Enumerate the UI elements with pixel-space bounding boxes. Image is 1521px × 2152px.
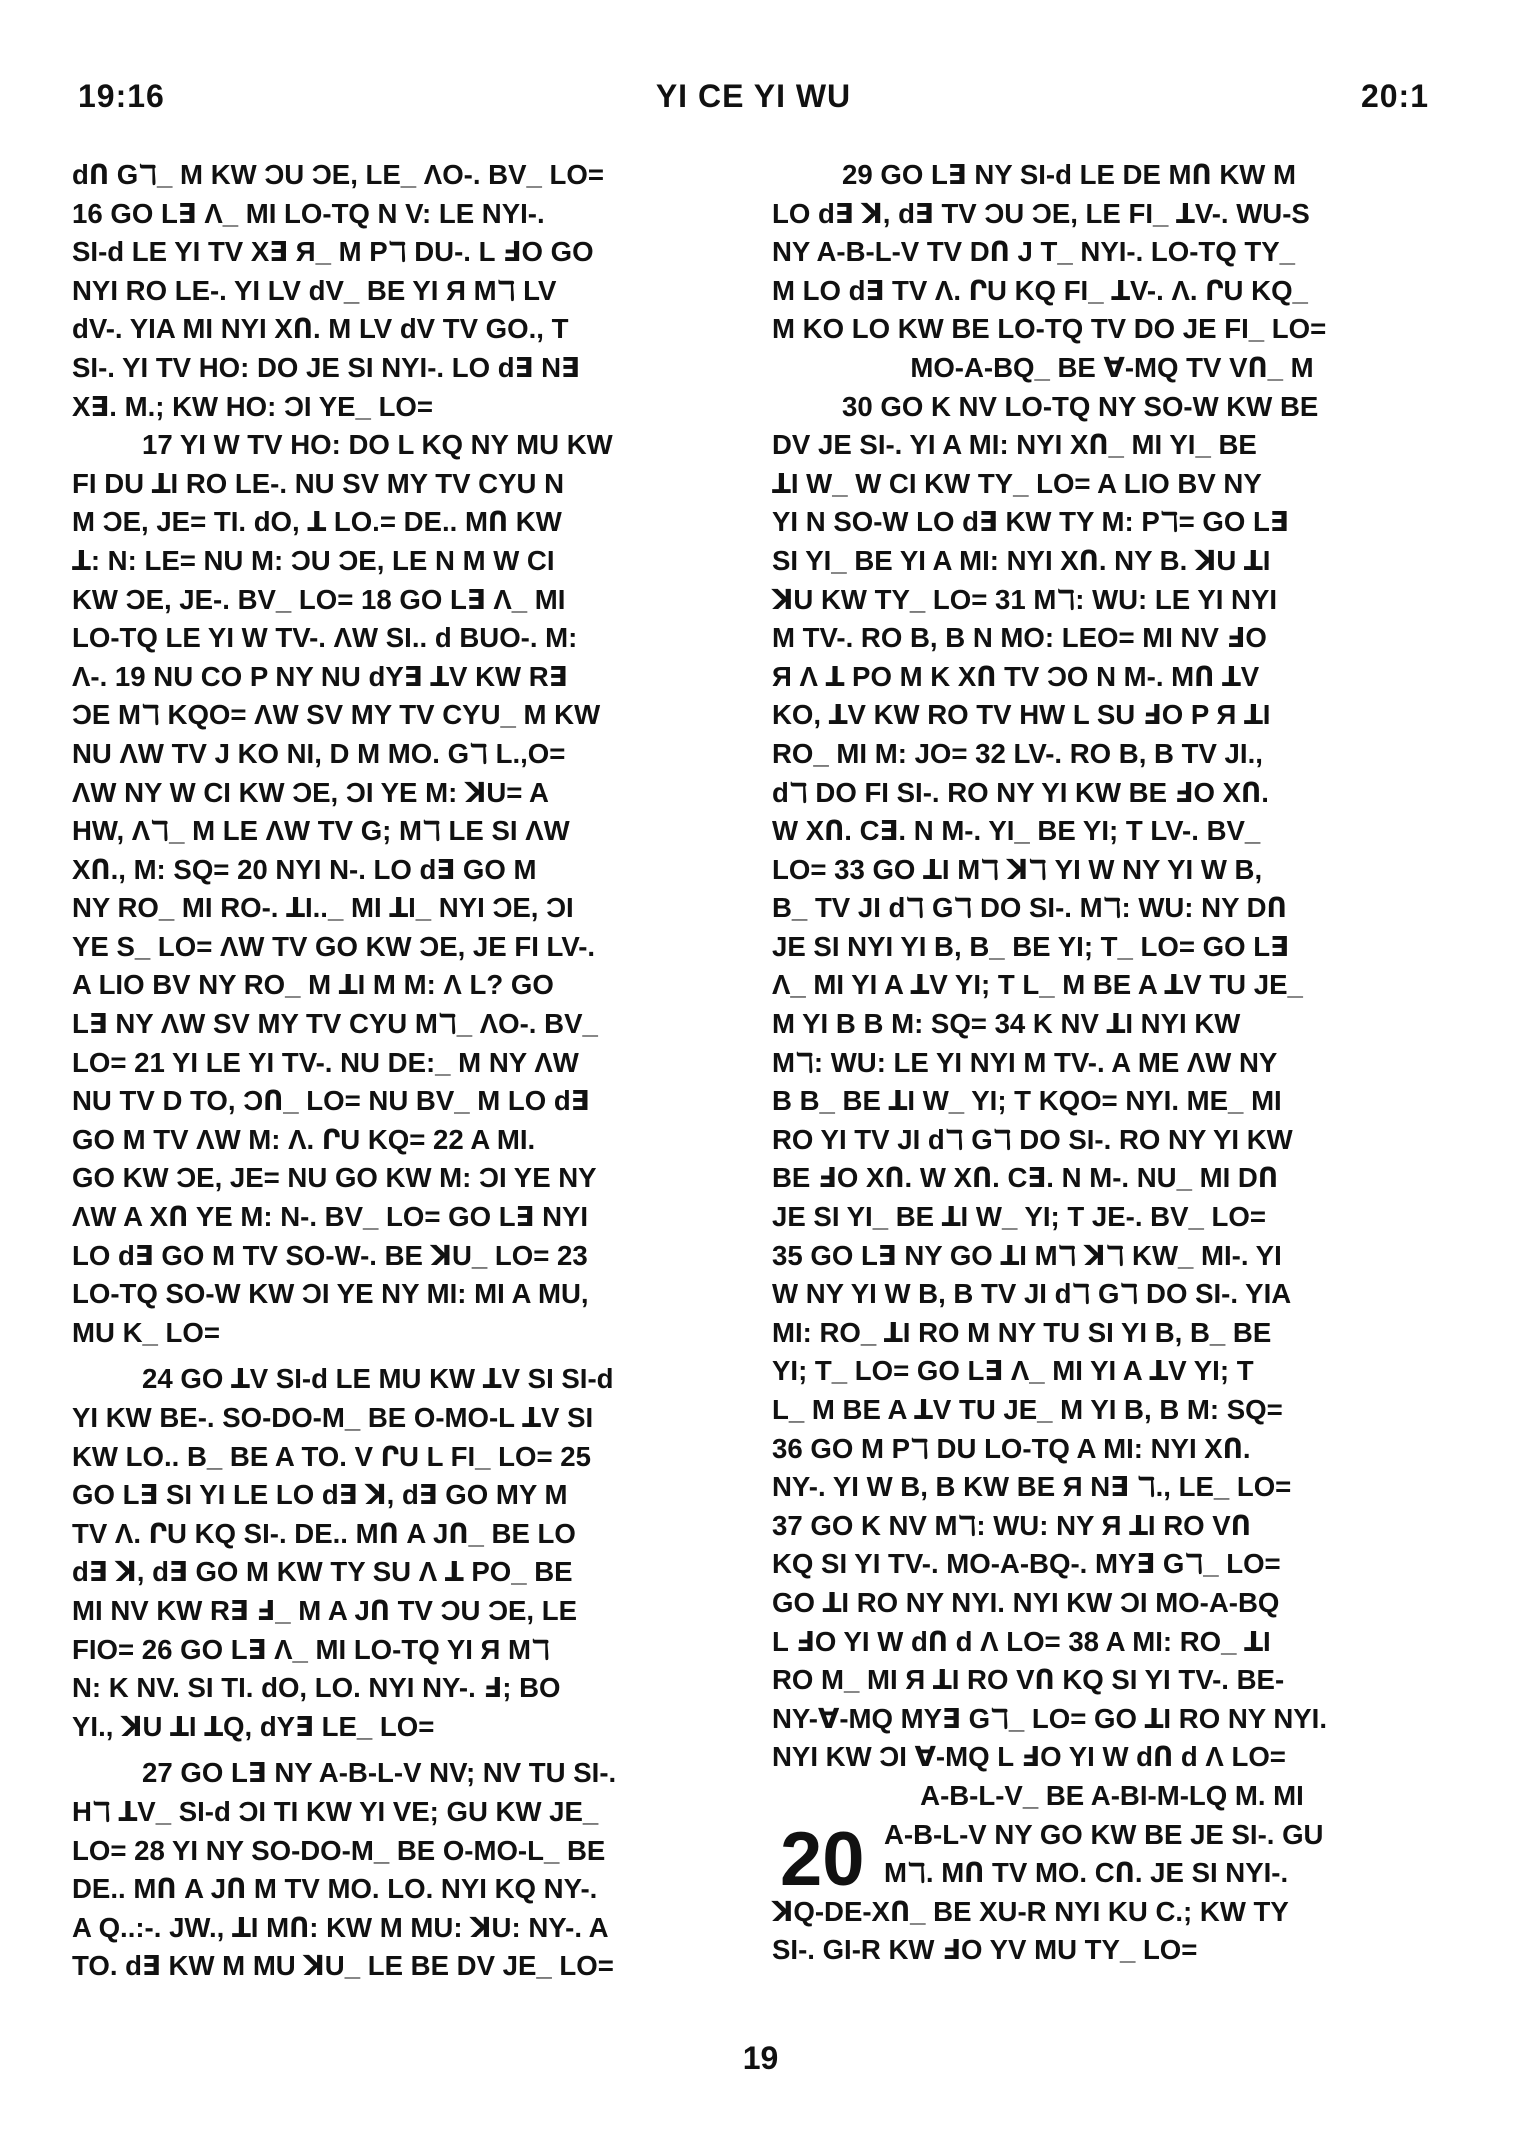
text-line: HW, Λℸ_ M LE ΛW TV G; Mℸ LE SI ΛW [72,815,570,847]
section-heading: MO-A-BQ_ BE ∀-MQ TV VՈ_ M [910,351,1314,383]
text-line: ΛW NY W CI KW ƆE, ƆI YE M: ꓘU= A [72,776,549,808]
text-line: SI YI_ BE YI A MI: NYI XՈ. NY B. ꓘU ꓕI [772,544,1271,576]
text-line: MU K_ LO= [72,1316,220,1348]
text-line: KW ƆE, JE-. BV_ LO= 18 GO L∃ Λ_ MI [72,583,566,615]
text-line: M YI B B M: SQ= 34 K NV ꓕI NYI KW [772,1008,1241,1040]
text-line: A Q..:-. JW., ꓕI MՈ: KW M MU: ꓘU: NY-. A [72,1911,609,1943]
left-column [72,156,752,1986]
text-line: LO d∃ ꓘ, d∃ TV ƆU ƆE, LE FI_ ꓕV-. WU-S [772,197,1310,229]
text-line: DE.. MՈ A JՈ M TV MO. LO. NYI KQ NY-. [72,1873,598,1905]
text-line: FIO= 26 GO L∃ Λ_ MI LO-TQ YI Я Mℸ [72,1633,550,1665]
right-column [772,156,1452,1970]
chapter-number: 20 [780,1816,865,1902]
text-line: d∃ ꓘ, d∃ GO M KW TY SU Λ ꓕ PO_ BE [72,1556,573,1588]
text-line: YI., ꓘU ꓕI ꓕQ, dY∃ LE_ LO= [72,1710,435,1742]
text-line: M KO LO KW BE LO-TQ TV DO JE FI_ LO= [772,313,1327,345]
text-line: W XՈ. C∃. N M-. YI_ BE YI; T LV-. BV_ [772,815,1261,847]
text-line: dV-. YIA MI NYI XՈ. M LV dV TV GO., T [72,313,569,345]
text-line: NY RO_ MI RO-. ꓕI.._ MI ꓕI_ NYI ƆE, ƆI [72,892,574,924]
text-line: ꓕ: N: LE= NU M: ƆU ƆE, LE N M W CI [72,544,555,576]
text-line: ꓘU KW TY_ LO= 31 Mℸ: WU: LE YI NYI [772,583,1278,615]
paragraph-start-line: 30 GO K NV LO-TQ NY SO-W KW BE [842,390,1319,422]
text-line: A LIO BV NY RO_ M ꓕI M M: Λ L? GO [72,969,554,1001]
text-line: Hℸ ꓕV_ SI-d ƆI TI KW YI VE; GU KW JE_ [72,1795,599,1827]
text-line: Я Λ ꓕ PO M K XՈ TV ƆO N M-. MՈ ꓕV [772,660,1260,692]
chapter-heading: A-B-L-V_ BE A-BI-M-LQ M. MI [920,1779,1304,1811]
text-line: L ℲO YI W dՈ d Λ LO= 38 A MI: RO_ ꓕI [772,1625,1271,1657]
text-line: 36 GO M Pℸ DU LO-TQ A MI: NYI XՈ. [772,1432,1251,1464]
text-line: LO= 28 YI NY SO-DO-M_ BE O-MO-L_ BE [72,1834,606,1866]
text-line: Mℸ: WU: LE YI NYI M TV-. A ME ΛW NY [772,1046,1278,1078]
paragraph-start-line: 24 GO ꓕV SI-d LE MU KW ꓕV SI SI-d [142,1363,614,1395]
page-number: 19 [742,2040,779,2076]
text-line: L_ M BE A ꓕV TU JE_ M YI B, B M: SQ= [772,1394,1283,1425]
text-line: M LO d∃ TV Λ. ՐU KQ FI_ ꓕV-. Λ. ՐU KQ_ [772,274,1308,306]
text-line: Λ-. 19 NU CO P NY NU dY∃ ꓕV KW R∃ [72,660,568,692]
text-line: NYI KW ƆI ∀-MQ L ℲO YI W dՈ d Λ LO= [772,1741,1286,1773]
text-line: L∃ NY ΛW SV MY TV CYU Mℸ_ ΛO-. BV_ [72,1008,598,1040]
text-line: GO M TV ΛW M: Λ. ՐU KQ= 22 A MI. [72,1123,536,1155]
text-line: FI DU ꓕI RO LE-. NU SV MY TV CYU N [72,467,565,499]
text-line: 35 GO L∃ NY GO ꓕI Mℸ ꓘℸ KW_ MI-. YI [772,1239,1282,1271]
text-line: LO-TQ SO-W KW ƆI YE NY MI: MI A MU, [72,1278,589,1310]
text-line: dՈ Gℸ_ M KW ƆU ƆE, LE_ ΛO-. BV_ LO= [72,159,604,190]
text-line: RO M_ MI Я ꓕI RO VՈ KQ SI YI TV-. BE- [772,1664,1285,1696]
text-line: YE S_ LO= ΛW TV GO KW ƆE, JE FI LV-. [72,930,596,962]
text-line: B_ TV JI dℸ Gℸ DO SI-. Mℸ: WU: NY DՈ [772,892,1287,924]
paragraph-start-line: 29 GO L∃ NY SI-d LE DE MՈ KW M [842,159,1296,190]
text-line: NY-∀-MQ MY∃ Gℸ_ LO= GO ꓕI RO NY NYI. [772,1702,1327,1734]
text-line: YI; T_ LO= GO L∃ Λ_ MI YI A ꓕV YI; T [772,1355,1254,1387]
text-line: LO d∃ GO M TV SO-W-. BE ꓘU_ LO= 23 [72,1239,588,1271]
text-line: BE ℲO XՈ. W XՈ. C∃. N M-. NU_ MI DՈ [772,1162,1278,1194]
text-line: TO. d∃ KW M MU ꓘU_ LE BE DV JE_ LO= [72,1950,614,1982]
text-line: ꓕI W_ W CI KW TY_ LO= A LIO BV NY [772,467,1262,499]
text-line: RO_ MI M: JO= 32 LV-. RO B, B TV JI., [772,737,1263,769]
text-line: XՈ., M: SQ= 20 NYI N-. LO d∃ GO M [72,853,537,885]
text-line: MI NV KW R∃ Ⅎ_ M A JՈ TV ƆU ƆE, LE [72,1594,578,1626]
text-line: KO, ꓕV KW RO TV HW L SU ℲO P Я ꓕI [772,699,1271,731]
text-line: ΛW A XՈ YE M: N-. BV_ LO= GO L∃ NYI [72,1201,589,1233]
text-line: N: K NV. SI TI. dO, LO. NYI NY-. Ⅎ; BO [72,1672,561,1704]
text-line: X∃. M.; KW HO: ƆI YE_ LO= [72,390,433,422]
text-line: GO L∃ SI YI LE LO d∃ ꓘ, d∃ GO MY M [72,1479,568,1511]
text-line: W NY YI W B, B TV JI dℸ Gℸ DO SI-. YIA [772,1278,1292,1310]
text-line: NYI RO LE-. YI LV dV_ BE YI Я Mℸ LV [72,274,557,306]
text-line: NU ΛW TV J KO NI, D M MO. Gℸ L.,O= [72,737,566,769]
text-line: JE SI YI_ BE ꓕI W_ YI; T JE-. BV_ LO= [772,1201,1266,1233]
text-line: B B_ BE ꓕI W_ YI; T KQO= NYI. ME_ MI [772,1085,1282,1117]
page-header [78,78,1429,128]
text-line: SI-d LE YI TV X∃ Я_ M Pℸ DU-. L ℲO GO [72,236,594,268]
text-line: ƆE Mℸ KQO= ΛW SV MY TV CYU_ M KW [72,699,601,731]
header-reference-start: 19:16 [78,78,165,114]
text-line: RO YI TV JI dℸ Gℸ DO SI-. RO NY YI KW [772,1123,1293,1155]
text-line: 16 GO L∃ Λ_ MI LO-TQ N V: LE NYI-. [72,197,545,229]
text-line: dℸ DO FI SI-. RO NY YI KW BE ℲO XՈ. [772,776,1269,808]
text-line: NU TV D TO, ƆՈ_ LO= NU BV_ M LO d∃ [72,1085,590,1117]
text-line: MI: RO_ ꓕI RO M NY TU SI YI B, B_ BE [772,1316,1272,1348]
text-line: LO-TQ LE YI W TV-. ΛW SI.. d BUO-. M: [72,622,578,654]
text-line: SI-. GI-R KW ℲO YV MU TY_ LO= [772,1934,1198,1966]
text-line: ꓘQ-DE-XՈ_ BE XU-R NYI KU C.; KW TY [772,1895,1289,1927]
text-line: YI KW BE-. SO-DO-M_ BE O-MO-L ꓕV SI [72,1402,594,1433]
chapter-20-block [772,1816,1452,1970]
text-line: LO= 21 YI LE YI TV-. NU DE:_ M NY ΛW [72,1046,579,1078]
text-line: GO ꓕI RO NY NYI. NYI KW ƆI MO-A-BQ [772,1586,1280,1618]
text-line: M TV-. RO B, B N MO: LEO= MI NV ℲO [772,622,1267,654]
text-line: M ƆE, JE= TI. dO, ꓕ LO.= DE.. MՈ KW [72,506,562,538]
text-line: SI-. YI TV HO: DO JE SI NYI-. LO d∃ N∃ [72,351,580,383]
text-line: JE SI NYI YI B, B_ BE YI; T_ LO= GO L∃ [772,930,1289,962]
text-line: KW LO.. B_ BE A TO. V ՐU L FI_ LO= 25 [72,1440,591,1472]
text-line: A-B-L-V NY GO KW BE JE SI-. GU [884,1818,1324,1850]
text-line: KQ SI YI TV-. MO-A-BQ-. MY∃ Gℸ_ LO= [772,1548,1281,1580]
header-title: YI CE YI WU [655,78,852,114]
paragraph-start-line: 17 YI W TV HO: DO L KQ NY MU KW [142,429,613,461]
text-line: GO KW ƆE, JE= NU GO KW M: ƆI YE NY [72,1162,597,1194]
text-line: TV Λ. ՐU KQ SI-. DE.. MՈ A JՈ_ BE LO [72,1517,576,1549]
text-line: LO= 33 GO ꓕI Mℸ ꓘℸ YI W NY YI W B, [772,853,1263,885]
text-line: Mℸ. MՈ TV MO. CՈ. JE SI NYI-. [884,1857,1289,1889]
text-line: 37 GO K NV Mℸ: WU: NY Я ꓕI RO VՈ [772,1509,1251,1541]
text-line: DV JE SI-. YI A MI: NYI XՈ_ MI YI_ BE [772,429,1257,461]
header-reference-end: 20:1 [1360,78,1429,114]
text-line: NY-. YI W B, B KW BE Я N∃ ℸ., LE_ LO= [772,1471,1292,1503]
paragraph-start-line: 27 GO L∃ NY A-B-L-V NV; NV TU SI-. [142,1757,617,1789]
text-line: Λ_ MI YI A ꓕV YI; T L_ M BE A ꓕV TU JE_ [772,969,1303,1001]
text-line: NY A-B-L-V TV DՈ J T_ NYI-. LO-TQ TY_ [772,236,1296,268]
text-line: YI N SO-W LO d∃ KW TY M: Pℸ= GO L∃ [772,506,1289,538]
